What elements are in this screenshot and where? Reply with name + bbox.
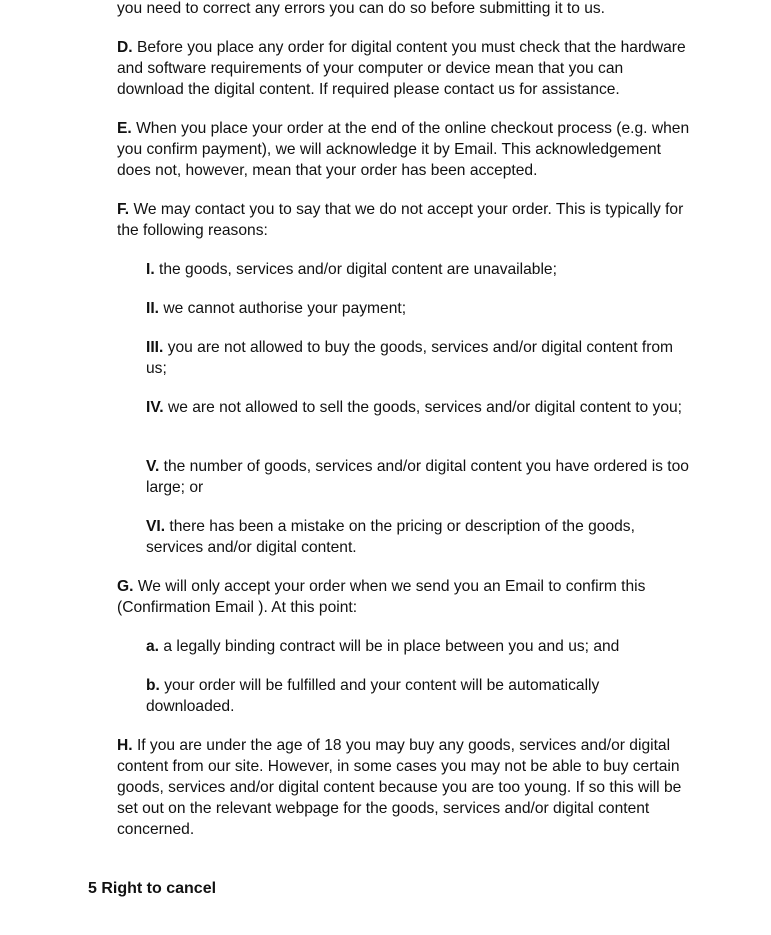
list-item-text: you are not allowed to buy the goods, services and/or digital content from us; (146, 339, 674, 377)
list-marker: III. (146, 339, 164, 356)
list-item-text: your order will be fulfilled and your content will be automatically downloaded. (146, 677, 600, 715)
list-marker: a. (146, 638, 160, 655)
clause-marker: G. (117, 578, 134, 595)
clause-h (117, 735, 692, 840)
clause-marker: F. (117, 201, 130, 218)
list-marker: IV. (146, 399, 164, 416)
clause-text: Before you place any order for digital content you must check that the hardware and software requirements of your computer or device mean that you can download the digital content. If required please contact us for assistance. (117, 39, 686, 98)
clause-text: We will only accept your order when we send you an Email to confirm this (Confirmation Email ). At this point: (117, 578, 646, 616)
paragraph-fragment (117, 0, 692, 19)
clause-e (117, 118, 692, 181)
reason-item-6 (146, 516, 692, 558)
section-number: 5 (88, 880, 97, 897)
section-heading (88, 878, 216, 899)
clause-text: When you place your order at the end of the online checkout process (e.g. when you confirm payment), we will acknowledge it by Email. This acknowledgement does not, however, mean that your order has been accepted. (117, 120, 690, 179)
clause-text: If you are under the age of 18 you may buy any goods, services and/or digital content from our site. However, in some cases you may not be able to buy certain goods, services and/or digital content because you are too young. If so this will be set out on the relevant webpage for the goods, services and/or digital content concerned. (117, 737, 682, 838)
reason-item-5 (146, 456, 692, 498)
paragraph-text: you need to correct any errors you can do so before submitting it to us. (117, 0, 605, 17)
list-item-text: the number of goods, services and/or digital content you have ordered is too large; or (146, 458, 689, 496)
clause-d (117, 37, 692, 100)
reason-item-1 (146, 259, 692, 280)
list-marker: V. (146, 458, 160, 475)
list-item-text: we are not allowed to sell the goods, services and/or digital content to you; (167, 399, 683, 416)
clause-f (117, 199, 692, 241)
clause-marker: E. (117, 120, 132, 137)
reason-item-4 (146, 397, 692, 418)
section-title: Right to cancel (101, 880, 217, 897)
list-marker: II. (146, 300, 159, 317)
list-item-text: a legally binding contract will be in place between you and us; and (163, 638, 620, 655)
reason-item-2 (146, 298, 692, 319)
clause-g (117, 576, 692, 618)
clause-text: We may contact you to say that we do not accept your order. This is typically for the following reasons: (117, 201, 684, 239)
list-marker: b. (146, 677, 160, 694)
clause-marker: H. (117, 737, 133, 754)
list-item-text: we cannot authorise your payment; (163, 300, 407, 317)
list-item-text: there has been a mistake on the pricing or description of the goods, services and/or digital content. (146, 518, 635, 556)
reason-item-3 (146, 337, 692, 379)
clause-marker: D. (117, 39, 133, 56)
acceptance-item-b (146, 675, 692, 717)
list-item-text: the goods, services and/or digital content are unavailable; (159, 261, 557, 278)
acceptance-item-a (146, 636, 692, 657)
list-marker: VI. (146, 518, 166, 535)
list-marker: I. (146, 261, 155, 278)
